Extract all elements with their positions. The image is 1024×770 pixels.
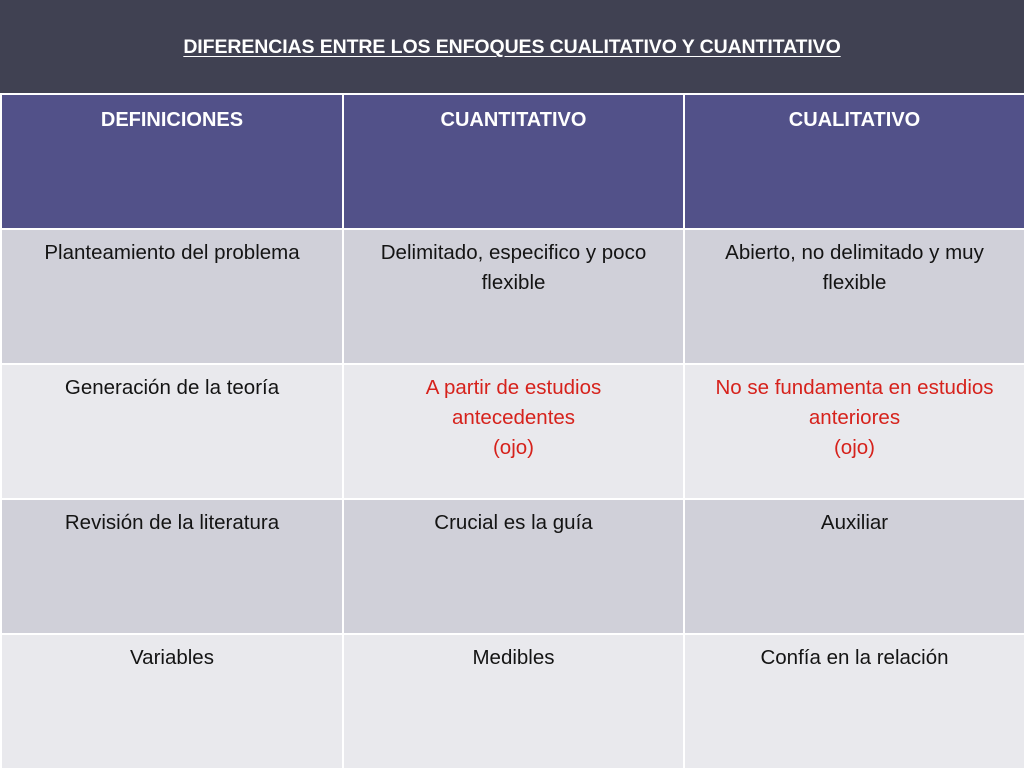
cell-cualitativo <box>684 364 1024 499</box>
cell-line: Confía en la relación <box>760 646 949 669</box>
cell-line: flexible <box>822 271 887 294</box>
cell-line: Auxiliar <box>820 511 889 534</box>
cell-line: (ojo) <box>492 436 534 459</box>
cell-line: Crucial es la guía <box>434 511 593 534</box>
table-row <box>1 499 1024 634</box>
cell-line: A partir de estudios <box>425 376 602 399</box>
cell-definicion: Planteamiento del problema <box>1 229 343 364</box>
slide-title: DIFERENCIAS ENTRE LOS ENFOQUES CUALITATIVO Y CUANTITATIVO <box>183 36 841 58</box>
header-cuantitativo: CUANTITATIVO <box>343 94 684 229</box>
cell-definicion: Variables <box>1 634 343 769</box>
cell-line: Medibles <box>472 646 555 669</box>
cell-cuantitativo <box>343 499 684 634</box>
cell-cualitativo <box>684 229 1024 364</box>
cell-definicion: Generación de la teoría <box>1 364 343 499</box>
cell-cualitativo <box>684 634 1024 769</box>
cell-line: (ojo) <box>833 436 875 459</box>
cell-line: No se fundamenta en estudios <box>715 376 994 399</box>
table-row <box>1 229 1024 364</box>
title-bar <box>0 0 1024 93</box>
cell-cuantitativo <box>343 229 684 364</box>
table-row <box>1 634 1024 769</box>
cell-line: anteriores <box>808 406 901 429</box>
table-header-row <box>1 94 1024 229</box>
cell-cuantitativo <box>343 364 684 499</box>
table-row <box>1 364 1024 499</box>
cell-cualitativo <box>684 499 1024 634</box>
cell-line: antecedentes <box>451 406 576 429</box>
cell-definicion: Revisión de la literatura <box>1 499 343 634</box>
cell-line: Delimitado, especifico y poco <box>380 241 647 264</box>
cell-line: Abierto, no delimitado y muy <box>725 241 984 264</box>
cell-line: flexible <box>481 271 546 294</box>
comparison-table <box>0 93 1024 770</box>
header-cualitativo: CUALITATIVO <box>684 94 1024 229</box>
cell-cuantitativo <box>343 634 684 769</box>
header-definiciones: DEFINICIONES <box>1 94 343 229</box>
